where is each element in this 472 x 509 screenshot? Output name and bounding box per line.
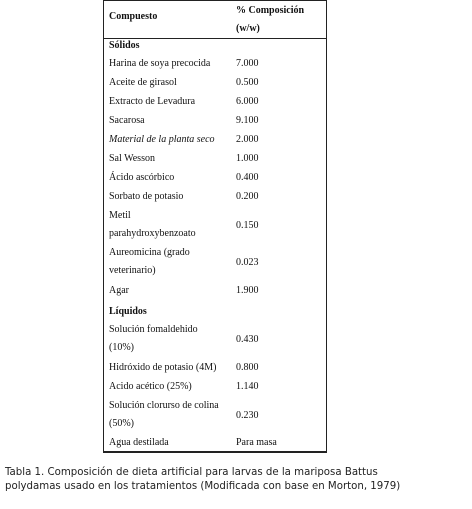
compound-name: Solución fomaldehido (10%) [109, 324, 198, 353]
compound-name: Aceite de girasol [109, 77, 177, 88]
compound-name: Harina de soya precocida [109, 58, 211, 69]
compound-name: Acido acético (25%) [109, 381, 192, 392]
compound-value: 0.023 [236, 257, 259, 268]
compound-value: 1.900 [236, 285, 259, 296]
compound-name: Solución clorurso de colina (50%) [109, 400, 219, 429]
compound-value: 0.230 [236, 410, 259, 421]
compound-name: Agua destilada [109, 437, 169, 448]
compound-name: Sacarosa [109, 115, 145, 126]
compound-name: Aureomicina (grado veterinario) [109, 247, 190, 276]
compound-value: 0.430 [236, 334, 259, 345]
table-bottom-border [104, 451, 326, 452]
compound-name: Hidróxido de potasio (4M) [109, 362, 217, 373]
compound-name: Sal Wesson [109, 153, 155, 164]
compound-name: Metil parahydroxybenzoato [109, 210, 196, 239]
compound-value: 9.100 [236, 115, 259, 126]
compound-name: Material de la planta seco [109, 134, 215, 145]
compound-value: 7.000 [236, 58, 259, 69]
compound-value: 0.200 [236, 191, 259, 202]
table-caption: Tabla 1. Composición de dieta artificial para larvas de la mariposa Battus polydamas usado en los tratamientos (Modificada con base en Morton, 1979) [5, 467, 401, 492]
compound-value: 0.500 [236, 77, 259, 88]
composition-table [103, 0, 327, 453]
compound-value: 1.000 [236, 153, 259, 164]
compound-name: Ácido ascórbico [109, 172, 175, 183]
compound-value: 1.140 [236, 381, 259, 392]
compound-value: Para masa [236, 437, 277, 448]
section-liquids-title: Líquidos [109, 306, 147, 317]
header-composition: % Composición (w/w) [236, 5, 305, 34]
compound-name: Sorbato de potasio [109, 191, 184, 202]
compound-value: 6.000 [236, 96, 259, 107]
compound-name: Extracto de Levadura [109, 96, 196, 107]
compound-value: 0.150 [236, 220, 259, 231]
compound-value: 0.400 [236, 172, 259, 183]
header-compound: Compuesto [109, 11, 158, 22]
table-header [104, 1, 326, 39]
compound-value: 0.800 [236, 362, 259, 373]
section-solids-title: Sólidos [109, 40, 140, 51]
compound-name: Agar [109, 285, 129, 296]
compound-value: 2.000 [236, 134, 259, 145]
